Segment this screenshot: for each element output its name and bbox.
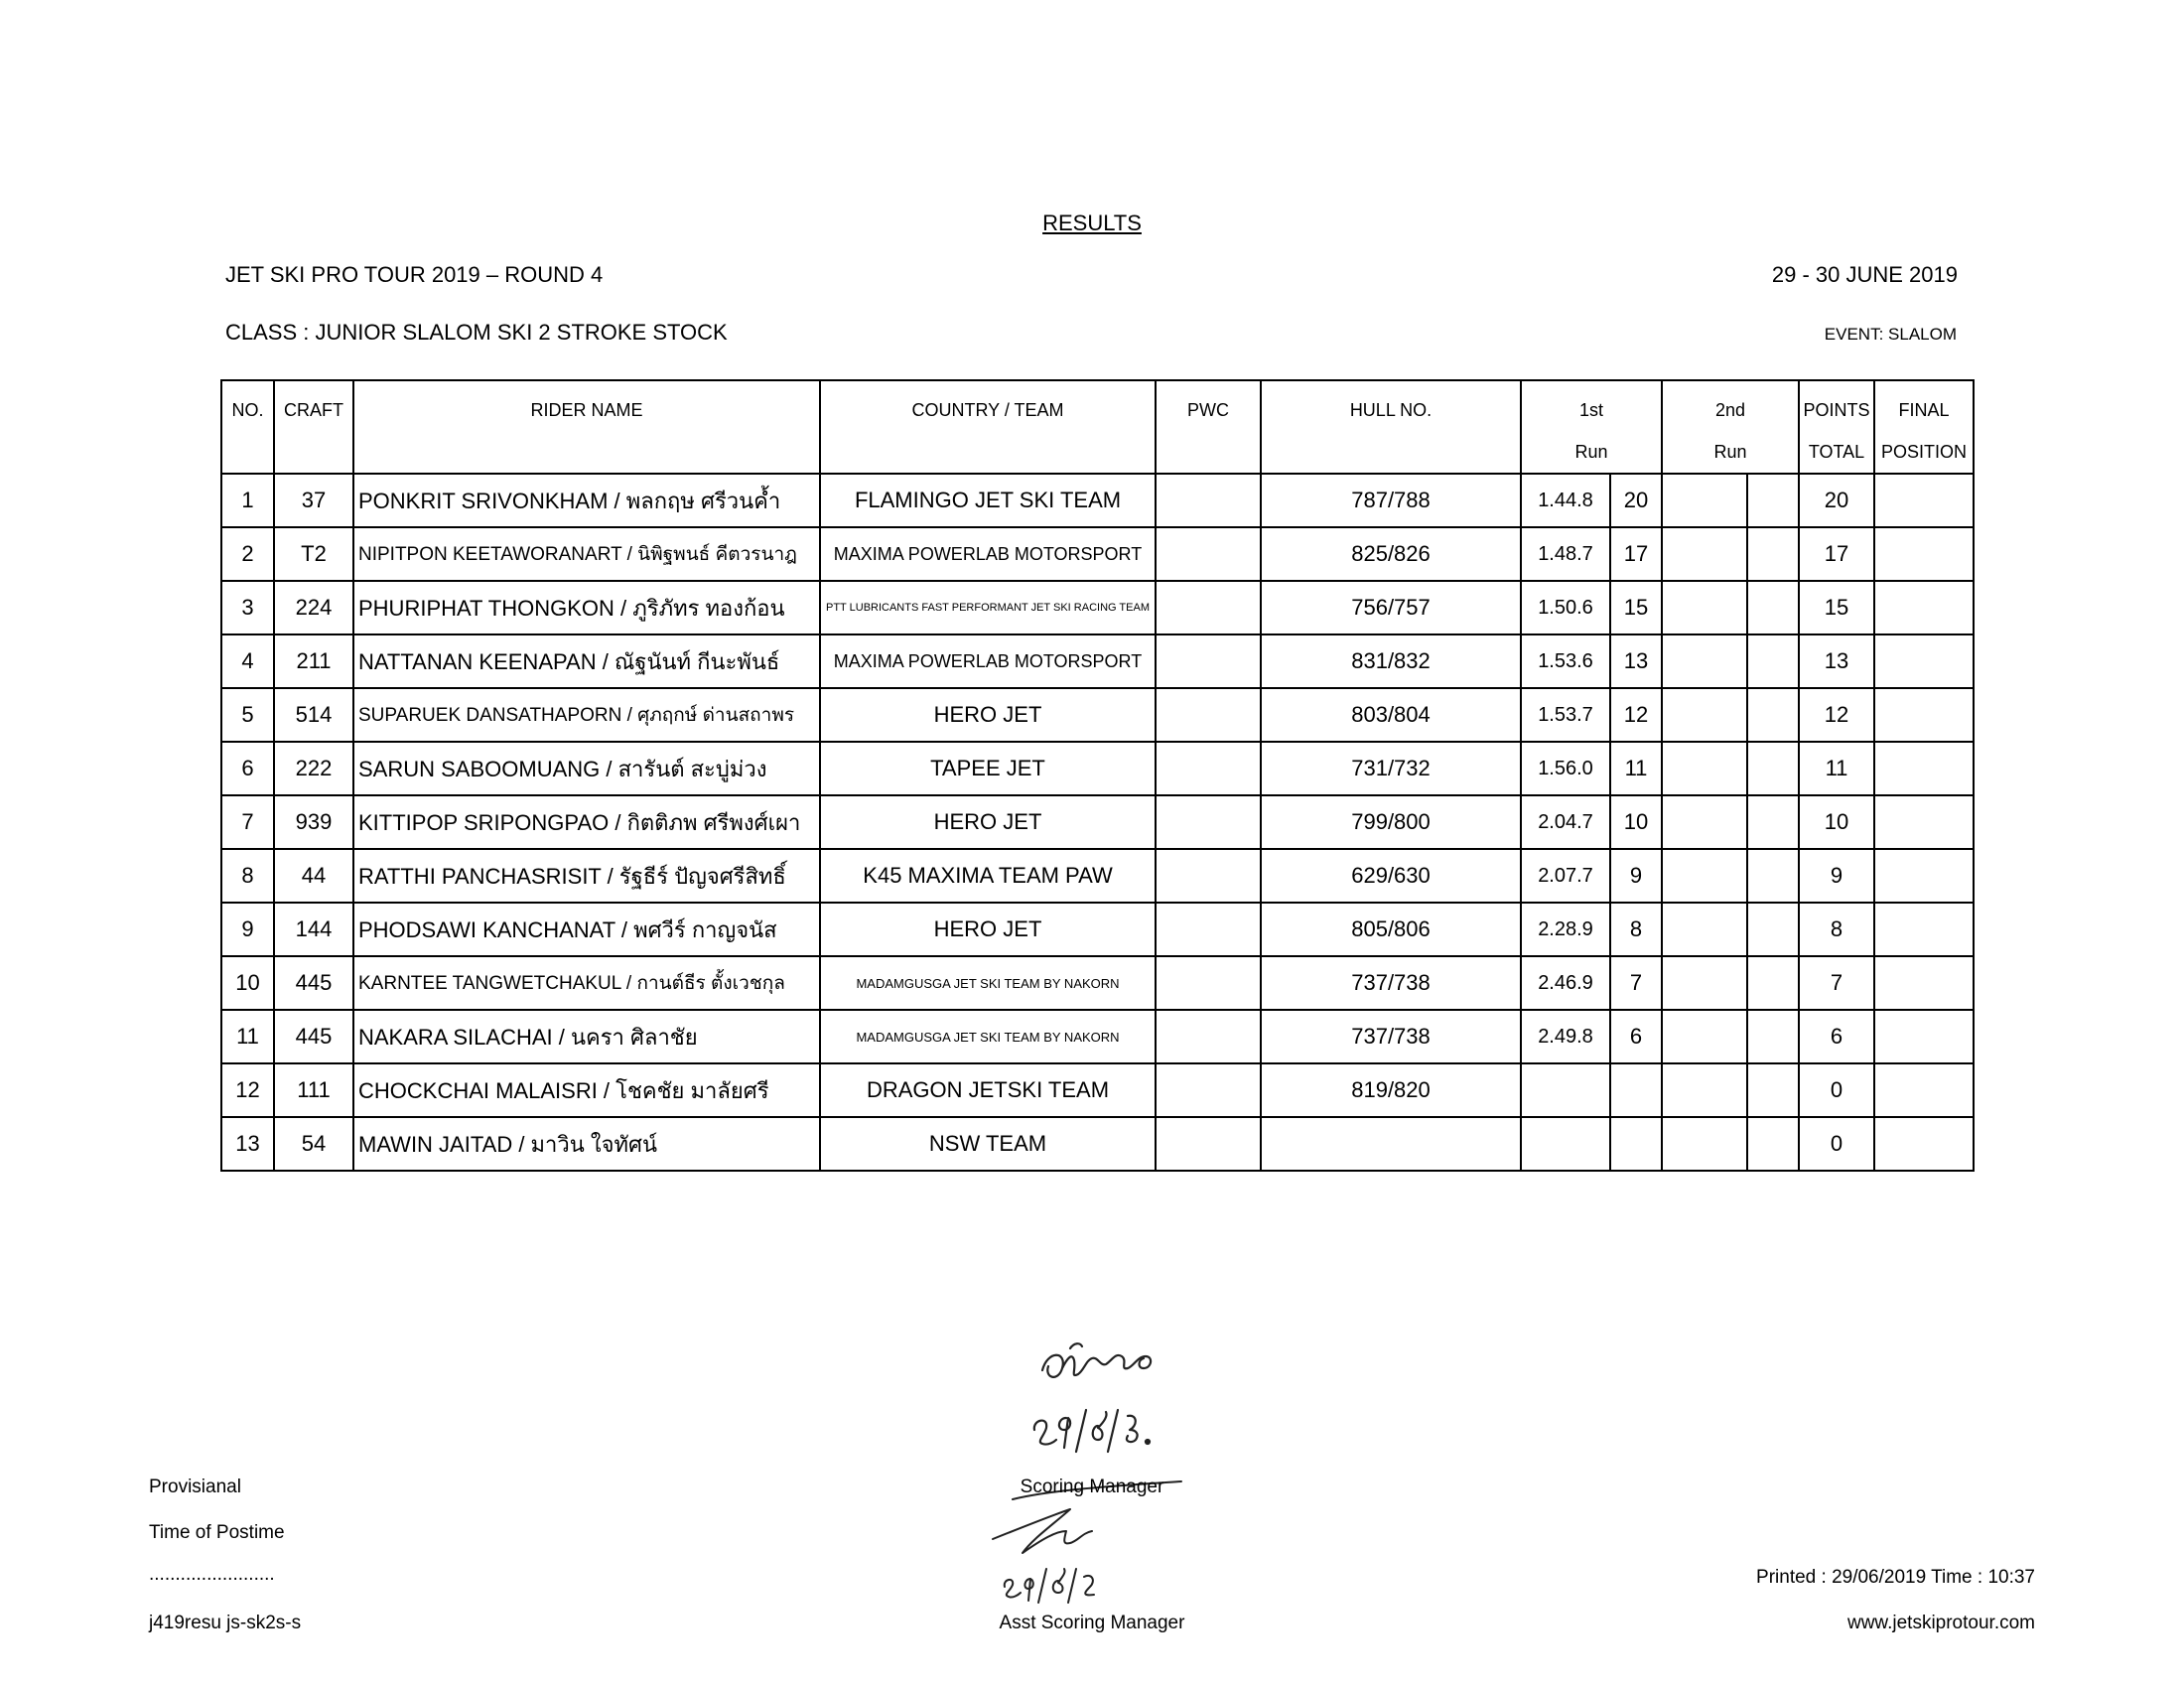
scoring-manager-signature — [1013, 1331, 1201, 1470]
cell-hull-no: 803/804 — [1261, 688, 1521, 742]
header-pwc: PWC — [1156, 380, 1261, 474]
cell-final-position — [1874, 474, 1974, 527]
cell-run1-points: 12 — [1610, 688, 1662, 742]
cell-craft: 514 — [274, 688, 353, 742]
document-title: RESULTS — [1042, 211, 1142, 235]
cell-craft: 54 — [274, 1117, 353, 1171]
cell-hull-no: 819/820 — [1261, 1063, 1521, 1117]
cell-rider-name: NIPITPON KEETAWORANART / นิพิฐพนธ์ คีตวรนาฎ — [353, 527, 820, 581]
cell-pwc — [1156, 527, 1261, 581]
header-hull-no: HULL NO. — [1261, 380, 1521, 474]
cell-rider-name: PHURIPHAT THONGKON / ภูริภัทร ทองก้อน — [353, 581, 820, 634]
cell-pwc — [1156, 1063, 1261, 1117]
cell-rider-name: MAWIN JAITAD / มาวิน ใจทัศน์ — [353, 1117, 820, 1171]
cell-run2-points — [1747, 849, 1799, 903]
cell-pwc — [1156, 634, 1261, 688]
cell-craft: 211 — [274, 634, 353, 688]
cell-team: MAXIMA POWERLAB MOTORSPORT — [820, 634, 1156, 688]
header-first-run-top: 1st — [1578, 400, 1603, 420]
cell-run1-points — [1610, 1117, 1662, 1171]
cell-hull-no: 737/738 — [1261, 956, 1521, 1010]
cell-points-total: 13 — [1799, 634, 1874, 688]
header-points-top: POINTS — [1803, 400, 1870, 420]
header-final-position — [1874, 380, 1974, 474]
cell-pwc — [1156, 956, 1261, 1010]
cell-points-total: 17 — [1799, 527, 1874, 581]
cell-no: 3 — [221, 581, 274, 634]
header-no: NO. — [221, 380, 274, 474]
cell-team: MADAMGUSGA JET SKI TEAM BY NAKORN — [820, 956, 1156, 1010]
cell-run2-points — [1747, 474, 1799, 527]
cell-run1-points: 15 — [1610, 581, 1662, 634]
cell-run1-points: 20 — [1610, 474, 1662, 527]
cell-rider-name: NATTANAN KEENAPAN / ณัฐนันท์ กีนะพันธ์ — [353, 634, 820, 688]
cell-rider-name: NAKARA SILACHAI / นครา ศิลาชัย — [353, 1010, 820, 1063]
cell-run2-points — [1747, 795, 1799, 849]
header-final-bottom: POSITION — [1880, 442, 1967, 462]
table-row — [221, 795, 1974, 849]
cell-no: 7 — [221, 795, 274, 849]
cell-run1-time: 1.53.7 — [1521, 688, 1610, 742]
cell-rider-name: KITTIPOP SRIPONGPAO / กิตติภพ ศรีพงศ์เผา — [353, 795, 820, 849]
cell-final-position — [1874, 795, 1974, 849]
cell-no: 8 — [221, 849, 274, 903]
cell-team: PTT LUBRICANTS FAST PERFORMANT JET SKI RACING TEAM — [820, 581, 1156, 634]
cell-craft: 445 — [274, 956, 353, 1010]
cell-no: 1 — [221, 474, 274, 527]
cell-run1-time: 2.49.8 — [1521, 1010, 1610, 1063]
cell-points-total: 11 — [1799, 742, 1874, 795]
cell-points-total: 0 — [1799, 1063, 1874, 1117]
postime-dots: ........................ — [149, 1564, 275, 1585]
header-craft: CRAFT — [274, 380, 353, 474]
cell-final-position — [1874, 1117, 1974, 1171]
cell-run2-time — [1662, 1063, 1747, 1117]
cell-run2-time — [1662, 903, 1747, 956]
cell-no: 9 — [221, 903, 274, 956]
cell-hull-no: 737/738 — [1261, 1010, 1521, 1063]
cell-run1-time: 1.53.6 — [1521, 634, 1610, 688]
cell-run2-time — [1662, 849, 1747, 903]
class-name: CLASS : JUNIOR SLALOM SKI 2 STROKE STOCK — [225, 320, 728, 345]
cell-team: TAPEE JET — [820, 742, 1156, 795]
scoring-manager-label: Scoring Manager — [1020, 1477, 1164, 1497]
cell-no: 5 — [221, 688, 274, 742]
cell-run1-time — [1521, 1117, 1610, 1171]
header-first-run — [1521, 380, 1662, 474]
cell-hull-no: 731/732 — [1261, 742, 1521, 795]
cell-run2-points — [1747, 742, 1799, 795]
cell-craft: 445 — [274, 1010, 353, 1063]
cell-rider-name: CHOCKCHAI MALAISRI / โชคชัย มาลัยศรี — [353, 1063, 820, 1117]
cell-hull-no — [1261, 1117, 1521, 1171]
event-dates: 29 - 30 JUNE 2019 — [1771, 262, 1958, 287]
cell-run1-points: 6 — [1610, 1010, 1662, 1063]
cell-final-position — [1874, 688, 1974, 742]
header-second-run — [1662, 380, 1799, 474]
cell-hull-no: 787/788 — [1261, 474, 1521, 527]
cell-no: 12 — [221, 1063, 274, 1117]
table-row — [221, 634, 1974, 688]
cell-run2-time — [1662, 742, 1747, 795]
cell-craft: 939 — [274, 795, 353, 849]
cell-run1-points: 9 — [1610, 849, 1662, 903]
cell-pwc — [1156, 903, 1261, 956]
cell-hull-no: 756/757 — [1261, 581, 1521, 634]
header-first-run-bottom: Run — [1574, 442, 1608, 462]
time-of-postime-label: Time of Postime — [149, 1522, 285, 1543]
cell-pwc — [1156, 849, 1261, 903]
cell-run2-points — [1747, 1063, 1799, 1117]
cell-run2-points — [1747, 903, 1799, 956]
cell-run1-time: 1.56.0 — [1521, 742, 1610, 795]
cell-hull-no: 799/800 — [1261, 795, 1521, 849]
table-row — [221, 527, 1974, 581]
cell-points-total: 8 — [1799, 903, 1874, 956]
cell-pwc — [1156, 581, 1261, 634]
website-link[interactable]: www.jetskiprotour.com — [1846, 1613, 2035, 1633]
cell-points-total: 0 — [1799, 1117, 1874, 1171]
cell-rider-name: KARNTEE TANGWETCHAKUL / กานต์ธีร ตั้งเวชกุล — [353, 956, 820, 1010]
cell-pwc — [1156, 688, 1261, 742]
cell-run1-points: 17 — [1610, 527, 1662, 581]
cell-hull-no: 629/630 — [1261, 849, 1521, 903]
cell-final-position — [1874, 903, 1974, 956]
cell-points-total: 12 — [1799, 688, 1874, 742]
cell-final-position — [1874, 581, 1974, 634]
cell-run1-time: 2.46.9 — [1521, 956, 1610, 1010]
table-row — [221, 1117, 1974, 1171]
cell-run2-time — [1662, 795, 1747, 849]
cell-final-position — [1874, 849, 1974, 903]
cell-no: 2 — [221, 527, 274, 581]
results-table — [220, 379, 1975, 1172]
table-header-row — [221, 380, 1974, 474]
cell-run1-time: 1.50.6 — [1521, 581, 1610, 634]
cell-pwc — [1156, 1117, 1261, 1171]
table-row — [221, 903, 1974, 956]
table-row — [221, 1063, 1974, 1117]
cell-team: HERO JET — [820, 903, 1156, 956]
cell-rider-name: RATTHI PANCHASRISIT / รัฐธีร์ ปัญจศรีสิทธิ์ — [353, 849, 820, 903]
cell-no: 10 — [221, 956, 274, 1010]
cell-points-total: 7 — [1799, 956, 1874, 1010]
cell-pwc — [1156, 795, 1261, 849]
file-code: j419resu js-sk2s-s — [149, 1613, 302, 1633]
cell-points-total: 20 — [1799, 474, 1874, 527]
cell-run2-points — [1747, 634, 1799, 688]
cell-run1-points — [1610, 1063, 1662, 1117]
header-country-team: COUNTRY / TEAM — [820, 380, 1156, 474]
cell-craft: 144 — [274, 903, 353, 956]
cell-run2-time — [1662, 634, 1747, 688]
header-points-total — [1799, 380, 1874, 474]
cell-run1-time: 2.07.7 — [1521, 849, 1610, 903]
table-row — [221, 849, 1974, 903]
cell-team: FLAMINGO JET SKI TEAM — [820, 474, 1156, 527]
printed-timestamp: Printed : 29/06/2019 Time : 10:37 — [1756, 1567, 2035, 1588]
cell-run2-time — [1662, 527, 1747, 581]
cell-craft: T2 — [274, 527, 353, 581]
cell-team: HERO JET — [820, 795, 1156, 849]
cell-hull-no: 825/826 — [1261, 527, 1521, 581]
event-name: JET SKI PRO TOUR 2019 – ROUND 4 — [225, 262, 604, 287]
cell-run2-points — [1747, 1117, 1799, 1171]
header-second-run-bottom: Run — [1713, 442, 1747, 462]
cell-rider-name: SARUN SABOOMUANG / สารันต์ สะบู่ม่วง — [353, 742, 820, 795]
cell-team: MADAMGUSGA JET SKI TEAM BY NAKORN — [820, 1010, 1156, 1063]
cell-points-total: 9 — [1799, 849, 1874, 903]
header-final-top: FINAL — [1898, 400, 1950, 420]
cell-team: NSW TEAM — [820, 1117, 1156, 1171]
cell-hull-no: 805/806 — [1261, 903, 1521, 956]
cell-final-position — [1874, 527, 1974, 581]
cell-run2-points — [1747, 527, 1799, 581]
cell-run2-points — [1747, 688, 1799, 742]
cell-run1-time: 1.44.8 — [1521, 474, 1610, 527]
table-row — [221, 742, 1974, 795]
cell-run2-time — [1662, 688, 1747, 742]
cell-rider-name: PHODSAWI KANCHANAT / พศวีร์ กาญจนัส — [353, 903, 820, 956]
header-second-run-top: 2nd — [1714, 400, 1746, 420]
cell-craft: 111 — [274, 1063, 353, 1117]
cell-team: HERO JET — [820, 688, 1156, 742]
table-row — [221, 688, 1974, 742]
cell-run2-time — [1662, 1117, 1747, 1171]
cell-final-position — [1874, 634, 1974, 688]
cell-points-total: 6 — [1799, 1010, 1874, 1063]
cell-run1-points: 13 — [1610, 634, 1662, 688]
cell-run1-time: 2.04.7 — [1521, 795, 1610, 849]
cell-no: 6 — [221, 742, 274, 795]
cell-run1-points: 10 — [1610, 795, 1662, 849]
table-row — [221, 956, 1974, 1010]
cell-run1-time: 1.48.7 — [1521, 527, 1610, 581]
cell-run2-time — [1662, 956, 1747, 1010]
cell-pwc — [1156, 474, 1261, 527]
cell-craft: 37 — [274, 474, 353, 527]
cell-no: 4 — [221, 634, 274, 688]
cell-team: MAXIMA POWERLAB MOTORSPORT — [820, 527, 1156, 581]
cell-run2-time — [1662, 474, 1747, 527]
cell-team: DRAGON JETSKI TEAM — [820, 1063, 1156, 1117]
cell-pwc — [1156, 1010, 1261, 1063]
cell-pwc — [1156, 742, 1261, 795]
table-row — [221, 1010, 1974, 1063]
table-row — [221, 581, 1974, 634]
cell-final-position — [1874, 1063, 1974, 1117]
provisional-label: Provisianal — [149, 1477, 241, 1497]
header-points-bottom: TOTAL — [1808, 442, 1865, 462]
cell-craft: 44 — [274, 849, 353, 903]
header-rider-name: RIDER NAME — [353, 380, 820, 474]
cell-points-total: 15 — [1799, 581, 1874, 634]
cell-rider-name: PONKRIT SRIVONKHAM / พลกฤษ ศรีวนค้ำ — [353, 474, 820, 527]
cell-final-position — [1874, 956, 1974, 1010]
cell-run1-time — [1521, 1063, 1610, 1117]
cell-hull-no: 831/832 — [1261, 634, 1521, 688]
cell-run1-time: 2.28.9 — [1521, 903, 1610, 956]
cell-no: 13 — [221, 1117, 274, 1171]
cell-run2-points — [1747, 956, 1799, 1010]
cell-run2-points — [1747, 1010, 1799, 1063]
cell-run2-points — [1747, 581, 1799, 634]
cell-team: K45 MAXIMA TEAM PAW — [820, 849, 1156, 903]
cell-run2-time — [1662, 581, 1747, 634]
cell-no: 11 — [221, 1010, 274, 1063]
cell-rider-name: SUPARUEK DANSATHAPORN / ศุภฤกษ์ ด่านสถาพร — [353, 688, 820, 742]
cell-final-position — [1874, 742, 1974, 795]
cell-run2-time — [1662, 1010, 1747, 1063]
cell-craft: 222 — [274, 742, 353, 795]
cell-run1-points: 11 — [1610, 742, 1662, 795]
cell-final-position — [1874, 1010, 1974, 1063]
event-type: EVENT: SLALOM — [1824, 325, 1957, 344]
cell-run1-points: 7 — [1610, 956, 1662, 1010]
cell-points-total: 10 — [1799, 795, 1874, 849]
cell-craft: 224 — [274, 581, 353, 634]
table-row — [221, 474, 1974, 527]
asst-scoring-manager-label: Asst Scoring Manager — [999, 1613, 1185, 1633]
cell-run1-points: 8 — [1610, 903, 1662, 956]
